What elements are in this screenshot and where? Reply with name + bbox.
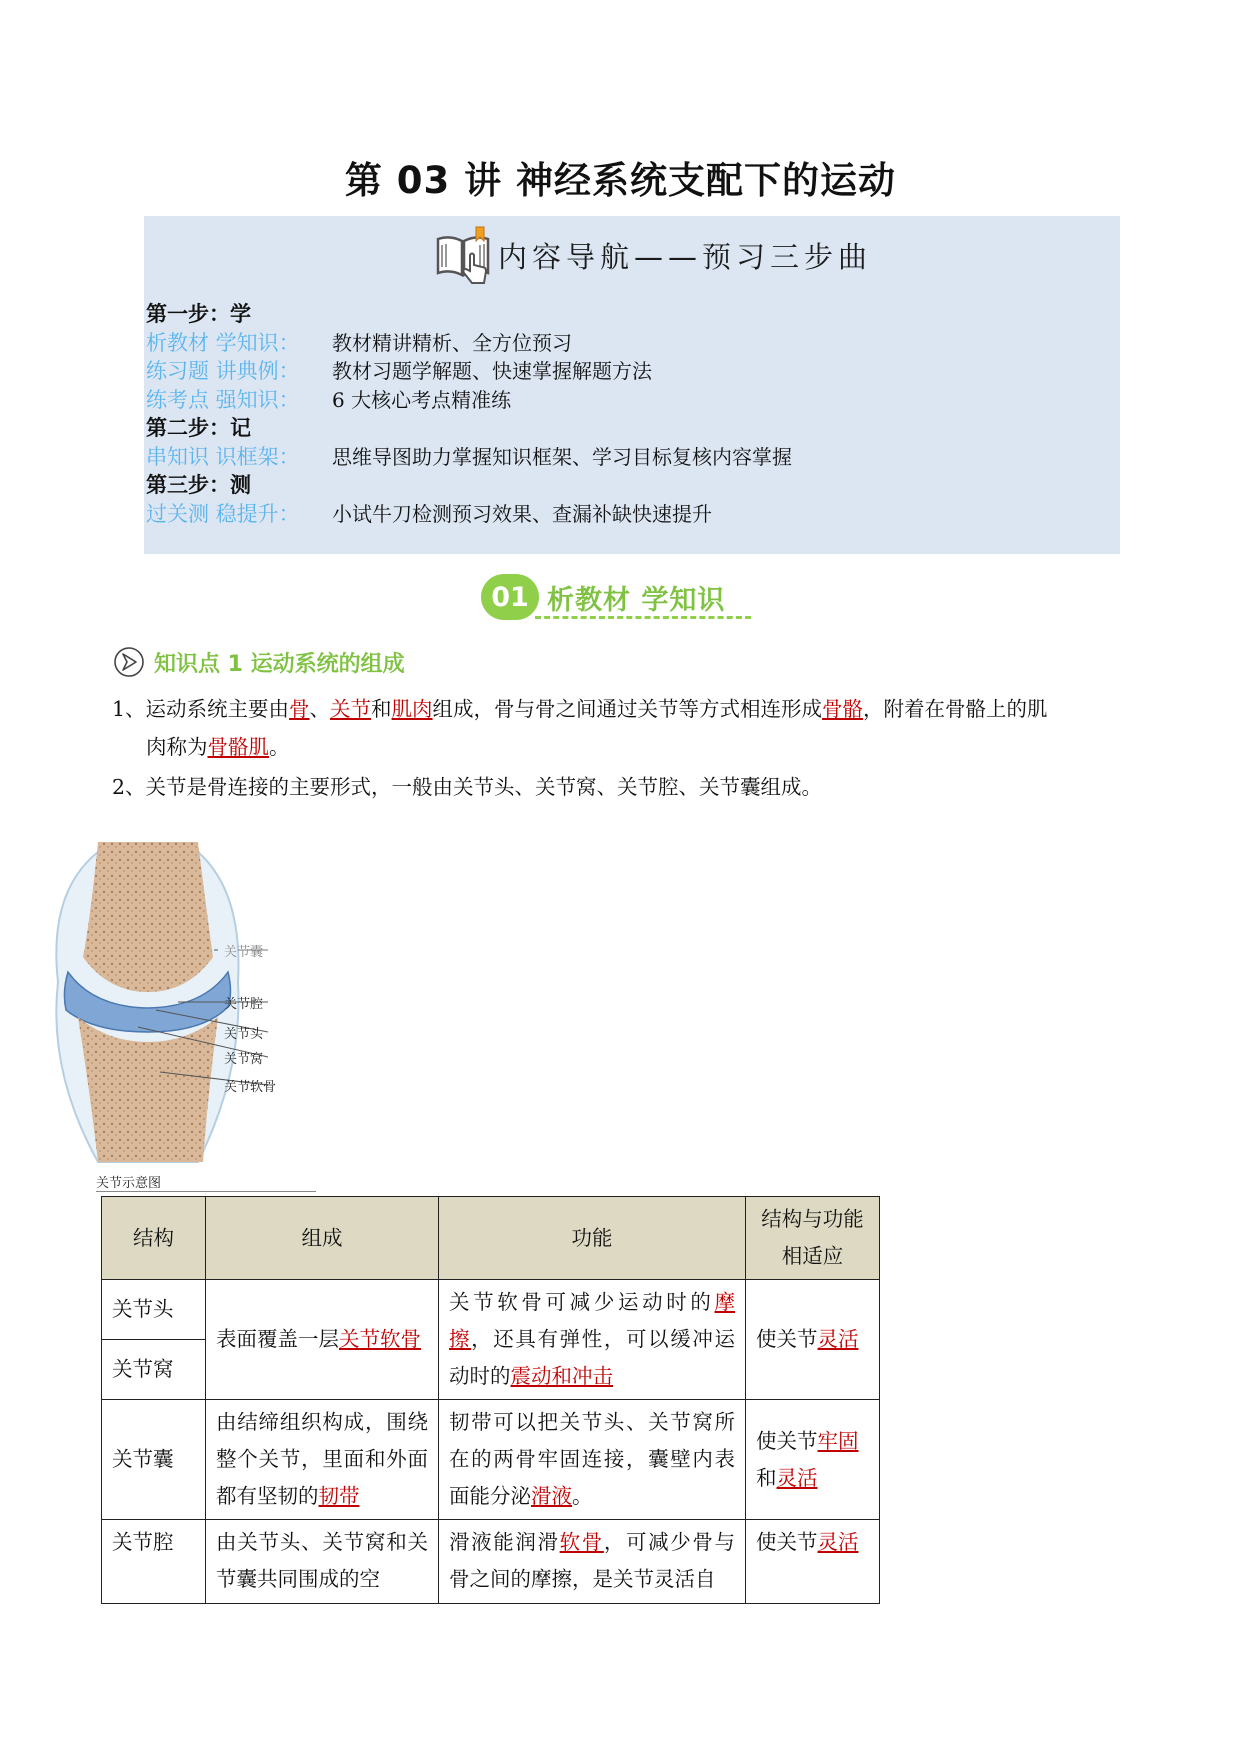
nav-line-list bbox=[146, 300, 792, 528]
caption-rule bbox=[96, 1191, 316, 1192]
text: 使关节 bbox=[756, 1428, 818, 1453]
keyword: 软骨 bbox=[559, 1530, 604, 1554]
keyword: 骨骼肌 bbox=[207, 735, 269, 759]
upper-bone bbox=[83, 842, 213, 992]
nav-item-desc: 思维导图助力掌握知识框架、学习目标复核内容掌握 bbox=[332, 444, 792, 469]
adaptation-cell bbox=[746, 1280, 880, 1400]
book-icon bbox=[432, 225, 496, 285]
text: 。 bbox=[269, 735, 290, 759]
text: 和 bbox=[756, 1465, 777, 1490]
composition-cell bbox=[206, 1400, 439, 1520]
nav-item-desc: 小试牛刀检测预习效果、查漏补缺快速提升 bbox=[332, 501, 712, 526]
text: 滑液能润滑 bbox=[449, 1530, 560, 1554]
label-cavity: 关节腔 bbox=[224, 997, 264, 1012]
table-header: 结构与功能相适应 bbox=[746, 1197, 880, 1280]
label-socket: 关节窝 bbox=[224, 1052, 264, 1067]
keyword: 肌肉 bbox=[391, 697, 433, 721]
keyword: 韧带 bbox=[318, 1484, 360, 1508]
text: ，还具有弹性，可以缓冲运动时的 bbox=[449, 1327, 735, 1388]
nav-item-desc: 6 大核心考点精准练 bbox=[332, 387, 512, 412]
keyword: 滑液 bbox=[531, 1484, 572, 1508]
text: 组成，骨与骨之间通过关节等方式相连形成 bbox=[432, 697, 823, 721]
nav-step-3: 第三步：测 bbox=[146, 473, 251, 497]
nav-step-1: 第一步：学 bbox=[146, 302, 251, 326]
table-header: 功能 bbox=[439, 1197, 746, 1280]
function-cell bbox=[439, 1280, 746, 1400]
table-row bbox=[102, 1280, 880, 1340]
text: 肉称为 bbox=[146, 735, 208, 759]
function-cell bbox=[439, 1400, 746, 1520]
keyword: 灵活 bbox=[817, 1327, 859, 1351]
keyword: 灵活 bbox=[817, 1530, 859, 1554]
nav-item bbox=[146, 443, 792, 472]
text: 使关节 bbox=[756, 1530, 818, 1554]
document-title: 第 03 讲 神经系统支配下的运动 bbox=[344, 159, 897, 202]
text: 1、运动系统主要由 bbox=[112, 697, 290, 721]
nav-item bbox=[146, 357, 792, 386]
keyword: 牢固 bbox=[817, 1428, 859, 1453]
paragraph-line bbox=[112, 690, 1122, 728]
table-header: 组成 bbox=[206, 1197, 439, 1280]
nav-heading: 内容导航——预习三步曲 bbox=[498, 239, 873, 274]
nav-item bbox=[146, 329, 792, 358]
nav-heading-row bbox=[432, 224, 872, 286]
adaptation-cell bbox=[746, 1400, 880, 1520]
nav-item bbox=[146, 386, 792, 415]
table-row bbox=[102, 1520, 880, 1604]
joint-structure-table bbox=[101, 1196, 880, 1604]
paragraph-1 bbox=[112, 690, 1122, 766]
composition-cell bbox=[206, 1520, 439, 1604]
table-header: 结构 bbox=[102, 1197, 206, 1280]
nav-item-key: 过关测 稳提升： bbox=[146, 501, 300, 526]
table-header-row bbox=[102, 1197, 880, 1280]
table-row bbox=[102, 1400, 880, 1520]
nav-item bbox=[146, 500, 792, 529]
text: 。 bbox=[572, 1484, 593, 1508]
paragraph-line bbox=[112, 728, 1122, 766]
arrow-circle-icon bbox=[112, 645, 146, 679]
structure-cell: 关节头 bbox=[102, 1280, 206, 1340]
text: ，附着在骨骼上的肌 bbox=[863, 697, 1048, 721]
nav-item-desc: 教材习题学解题、快速掌握解题方法 bbox=[332, 359, 652, 383]
section-dashed-underline bbox=[535, 616, 751, 619]
nav-item-key: 析教材 学知识： bbox=[146, 330, 300, 355]
function-cell bbox=[439, 1520, 746, 1604]
paragraph-2: 2、关节是骨连接的主要形式，一般由关节头、关节窝、关节腔、关节囊组成。 bbox=[112, 775, 823, 799]
joint-diagram bbox=[38, 842, 338, 1172]
text: ，可减少骨与骨之间的摩擦，是关节灵活自 bbox=[449, 1530, 735, 1591]
composition-cell bbox=[206, 1280, 439, 1400]
structure-cell: 关节囊 bbox=[102, 1400, 206, 1520]
nav-item-key: 练习题 讲典例： bbox=[146, 359, 300, 383]
keyword: 骨骼 bbox=[822, 697, 864, 721]
section-header bbox=[481, 572, 725, 622]
knowledge-point-title: 知识点 1 运动系统的组成 bbox=[154, 651, 405, 677]
text: 韧带可以把关节头、关节窝所在的两骨牢固连接，囊壁内表面能分泌 bbox=[449, 1410, 735, 1508]
text: 使关节 bbox=[756, 1327, 818, 1351]
keyword: 摩擦 bbox=[449, 1290, 735, 1351]
text: 关节软骨可减少运动时的 bbox=[449, 1290, 715, 1314]
keyword: 骨 bbox=[289, 697, 310, 721]
keyword: 震动和冲击 bbox=[510, 1364, 613, 1388]
knowledge-point-header bbox=[112, 644, 405, 680]
content-navigation-box bbox=[144, 216, 1120, 554]
nav-step-2: 第二步：记 bbox=[146, 416, 251, 440]
adaptation-cell bbox=[746, 1520, 880, 1604]
nav-item-desc: 教材精讲精析、全方位预习 bbox=[332, 330, 572, 355]
section-title: 析教材 学知识 bbox=[547, 584, 726, 616]
text: 由关节头、关节窝和关节囊共同围成的空 bbox=[216, 1530, 428, 1591]
text: 由结缔组织构成，围绕整个关节，里面和外面都有坚韧的 bbox=[216, 1410, 428, 1508]
text: 表面覆盖一层 bbox=[216, 1327, 339, 1351]
text: 、 bbox=[309, 697, 331, 721]
keyword: 灵活 bbox=[776, 1465, 818, 1490]
label-cartilage: 关节软骨 bbox=[224, 1080, 277, 1095]
nav-item-key: 串知识 识框架： bbox=[146, 444, 300, 469]
structure-cell: 关节窝 bbox=[102, 1340, 206, 1400]
structure-cell: 关节腔 bbox=[102, 1520, 206, 1604]
keyword: 关节 bbox=[330, 697, 372, 721]
text: 和 bbox=[371, 697, 392, 721]
section-number-badge: 01 bbox=[481, 574, 539, 620]
label-capsule: 关节囊 bbox=[224, 945, 264, 960]
figure-caption: 关节示意图 bbox=[96, 1176, 162, 1191]
label-head: 关节头 bbox=[224, 1027, 264, 1042]
nav-item-key: 练考点 强知识： bbox=[146, 387, 300, 412]
keyword: 关节软骨 bbox=[339, 1327, 421, 1351]
